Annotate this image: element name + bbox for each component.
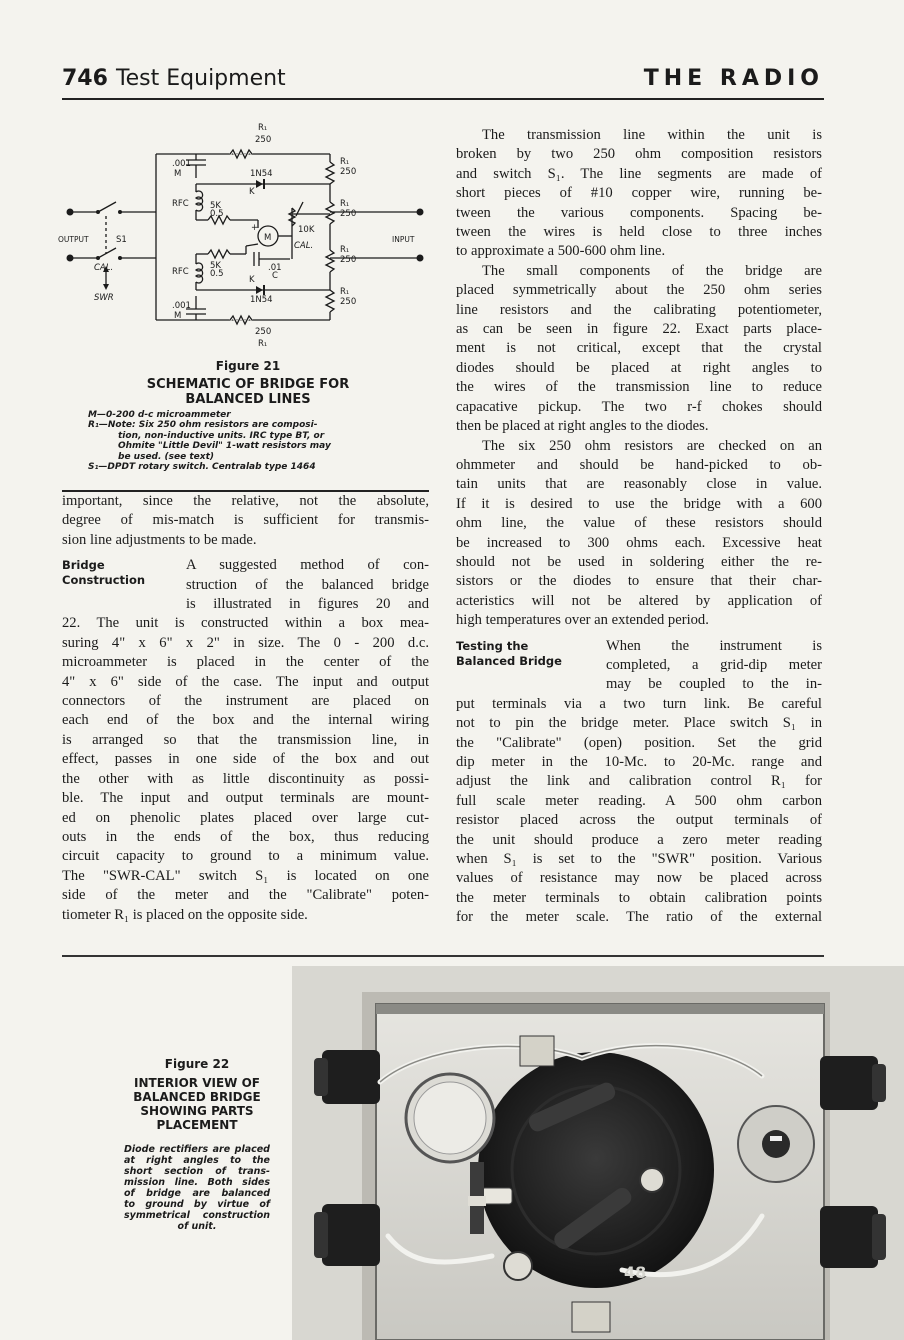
label-output: OUTPUT xyxy=(58,235,89,244)
figure-21-caption xyxy=(62,358,434,407)
header-rule xyxy=(62,98,824,100)
header-left xyxy=(62,66,286,91)
svg-text:R₁: R₁ xyxy=(340,157,350,167)
right-column: The transmission line within the unit is broken by two 250 ohm composition resistors and switch S₁. The line segments are made of short pieces of #10 copper wire, running be- tween the various components. Spacing be- tween the wires is held close to three inches to approximate a 500-600 ohm line. The small components of the bridge are placed symmetrically about the 250 ohm series line resistors and the calibrating potentiometer, as can be seen in figure 22. Exact parts place- ment is not critical, except that the crystal diodes should be placed at right angles to the wires of the transmission line to reduce capacative pickup. The two r-f chokes should then be placed at right angles to the diodes. The six 250 ohm resistors are checked on an ohmmeter and should be hand-picked to ob- tain units that are reasonably close in value. If it is desired to use the bridge with a 600 ohm line, the value of these resistors should be increased to 300 ohms each. Excessive heat should not be used in soldering either the re- sistors or the diodes to ensure that their char- acteristics will not be altered by application of high temperatures over an extended period. Testing the Balanced Bridge When the instrument is completed, a grid-dip meter may be coupled to the in- put terminals via a two turn link. Be careful not to pin the bridge meter. Place switch S₁ in the "Calibrate" (open) position. Set the grid dip meter in the 10-Mc. to 20-Mc. range and adjust the link and calibration control R₁ for full scale meter reading. A 500 ohm carbon resistor placed across the output terminals of the unit should produce a zero meter reading when S₁ is set to the "SWR" position. Various values of resistance may now be placed across the meter terminals to obtain calibration points for the meter scale. The ratio of the external xyxy=(456,127,822,926)
svg-text:M: M xyxy=(174,311,182,321)
bridge-schematic xyxy=(58,118,436,350)
svg-text:250: 250 xyxy=(340,297,357,307)
construction-heading: Bridge Construction xyxy=(62,558,146,588)
interior-photo xyxy=(292,966,904,1340)
svg-text:K: K xyxy=(249,275,255,285)
page-number: 746 xyxy=(62,66,108,91)
svg-text:M: M xyxy=(174,169,182,179)
label-rfc-top: RFC xyxy=(172,199,189,209)
svg-text:0.5: 0.5 xyxy=(210,269,224,279)
svg-text:5K: 5K xyxy=(210,261,221,271)
label-10k: 10K xyxy=(298,225,315,235)
testing-section: Testing the Balanced Bridge When the instrument is completed, a grid-dip meter may be coupled to the in- xyxy=(456,637,822,693)
label-input: INPUT xyxy=(392,235,415,244)
label-s1: S1 xyxy=(116,235,127,245)
section-title: Test Equipment xyxy=(115,66,286,91)
bottom-rule xyxy=(62,955,824,957)
label-r1-top: R₁ xyxy=(258,123,268,133)
rotary-switch xyxy=(738,1106,814,1182)
publication-title: THE RADIO xyxy=(643,66,824,91)
label-meter: M xyxy=(264,233,272,243)
label-cal-switch: CAL. xyxy=(94,263,114,273)
label-250-top: 250 xyxy=(255,135,272,145)
label-diode-top: 1N54 xyxy=(250,169,273,179)
label-01: .01 xyxy=(268,263,282,273)
label-001-top: .001 xyxy=(172,159,191,169)
label-r1-bottom: R₁ xyxy=(258,339,268,349)
label-001-bottom: .001 xyxy=(172,301,191,311)
figure-21-title: SCHEMATIC OF BRIDGE FOR BALANCED LINES xyxy=(146,377,350,407)
label-250-bottom: 250 xyxy=(255,327,272,337)
svg-text:250: 250 xyxy=(340,255,357,265)
label-rfc-bottom: RFC xyxy=(172,267,189,277)
label-cal: CAL. xyxy=(294,241,314,251)
photo-marking: 48 xyxy=(624,1263,647,1282)
svg-text:+: + xyxy=(251,223,259,233)
svg-text:250: 250 xyxy=(340,167,357,177)
testing-heading: Testing the Balanced Bridge xyxy=(456,638,562,668)
svg-text:0.5: 0.5 xyxy=(210,209,224,219)
figure-22-number: Figure 22 xyxy=(164,1057,230,1071)
svg-text:K: K xyxy=(249,187,255,197)
figure-21-notes: M—0-200 d-c microammeter R₁—Note: Six 250 ohm resistors are composi- tion, non-inductive units. IRC type BT, or Ohmite "Little Devil" 1-watt resistors may be used. (see text) S₁—DPDT rotary switch. Centralab type 1464 xyxy=(88,410,331,473)
figure-22-title: INTERIOR VIEW OF BALANCED BRIDGE SHOWING PARTS PLACEMENT xyxy=(133,1076,261,1132)
left-column: important, since the relative, not the absolute, degree of mis-match is sufficient for transmis- sion line adjustments to be made. Bridge Construction A suggested method of con- struction of the balanced bridge is illustrated in figures 20 and 22. The unit is constructed within a box mea- suring 4" x 6" x 2" in size. The 0 - 200 d.c. microammeter is placed in the center of the 4" x 6" side of the case. The input and output connectors of the instrument are placed on each end of the box and the internal wiring is arranged so that the transmission line, in effect, passes in one side of the box and out the other with as little discontinuity as possi- ble. The input and output terminals are mount- ed on phenolic plates placed over large cut- outs in the ends of the box, thus reducing circuit capacity to ground to a minimum value. The "SWR-CAL" switch S₁ is located on one side of the meter and the "Calibrate" poten- tiometer R₁ is placed on the opposite side. xyxy=(62,493,429,923)
figure-22-caption xyxy=(124,1056,270,1232)
construction-section: Bridge Construction A suggested method of con- struction of the balanced bridge is illustrated in figures 20 and xyxy=(62,557,429,613)
svg-text:250: 250 xyxy=(340,209,357,219)
svg-text:R₁: R₁ xyxy=(340,245,350,255)
svg-text:R₁: R₁ xyxy=(340,287,350,297)
figure-21-number: Figure 21 xyxy=(215,359,281,373)
figure-22-description: Diode rectifiers are placed at right angles to the short section of trans- mission line. Both sides of bridge are balanced to ground by virtue of symmetrical construction of unit. xyxy=(124,1144,270,1232)
svg-text:5K: 5K xyxy=(210,201,221,211)
label-swr: SWR xyxy=(94,293,114,303)
svg-text:C: C xyxy=(272,271,278,281)
page-header xyxy=(62,66,824,100)
label-diode-bottom: 1N54 xyxy=(250,295,273,305)
svg-text:R₁: R₁ xyxy=(340,199,350,209)
